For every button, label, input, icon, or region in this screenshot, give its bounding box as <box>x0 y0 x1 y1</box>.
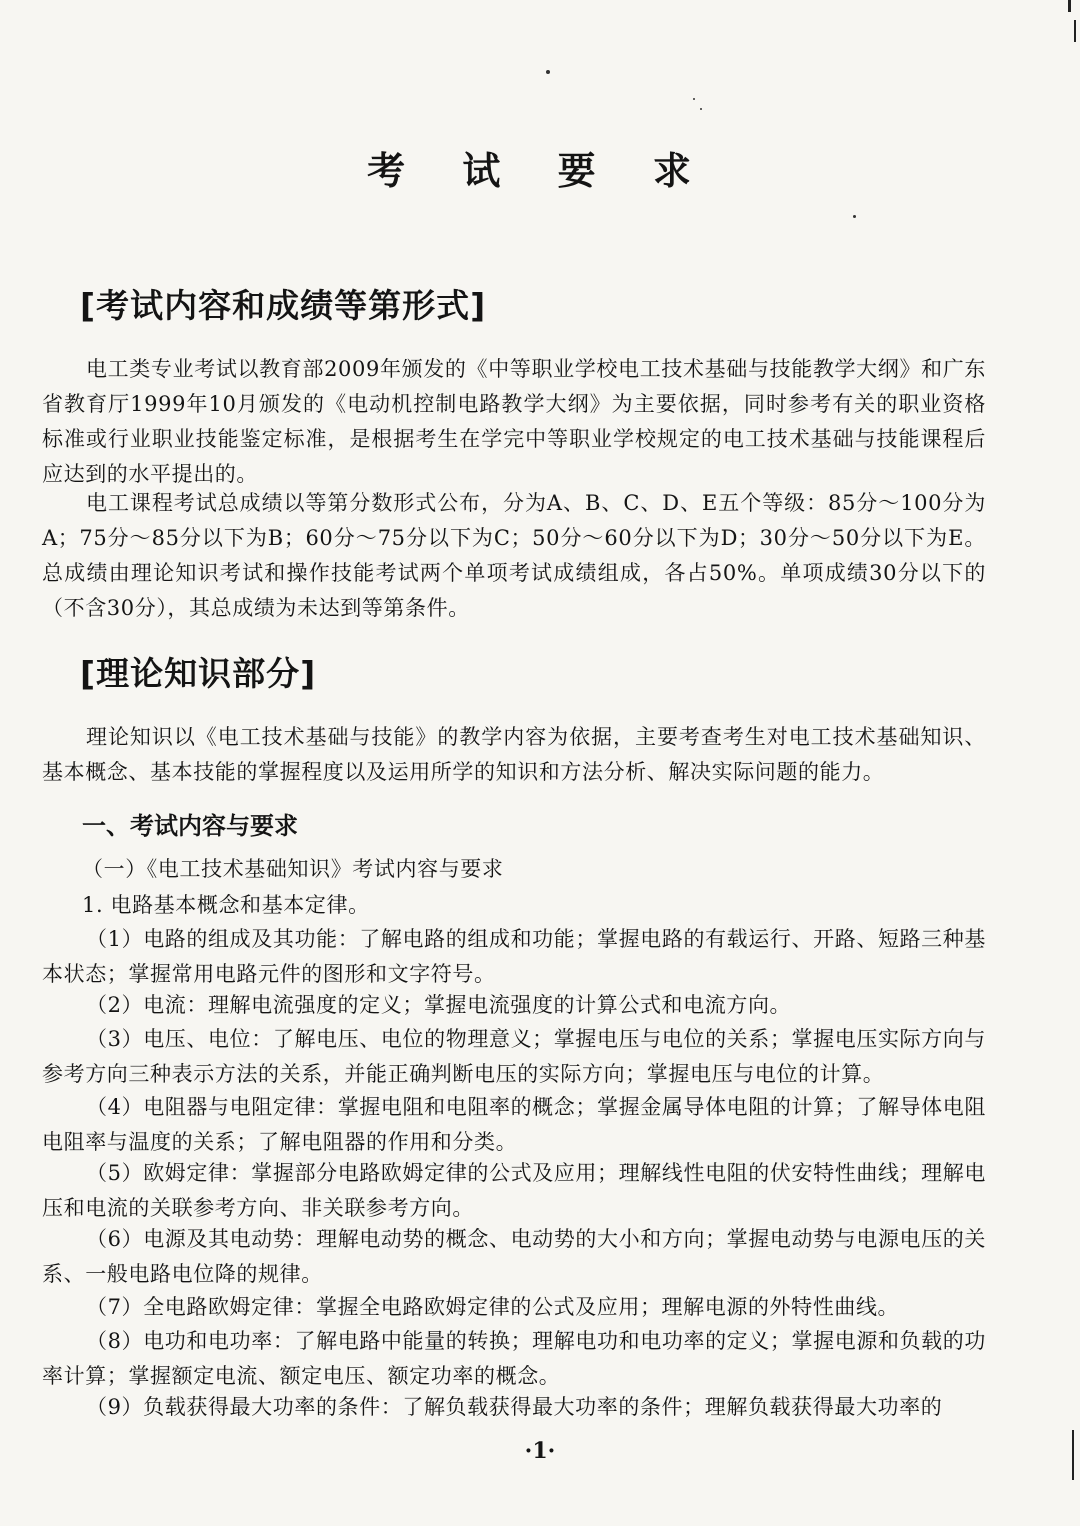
list-item: （9）负载获得最大功率的条件：了解负载获得最大功率的条件；理解负载获得最大功率的 <box>86 1395 943 1419</box>
item-circuit-concepts: 1. 电路基本概念和基本定律。 <box>82 893 370 917</box>
subsection-title: （一）《电工技术基础知识》考试内容与要求 <box>82 857 504 881</box>
scan-speck <box>693 98 695 100</box>
list-item: （2）电流：理解电流强度的定义；掌握电流强度的计算公式和电流方向。 <box>86 993 792 1017</box>
list-item: （3）电压、电位：了解电压、电位的物理意义；掌握电压与电位的关系；掌握电压实际方向与参考方向三种表示方法的关系，并能正确判断电压的实际方向；掌握电压与电位的计算。 <box>42 1027 986 1086</box>
list-item: （5）欧姆定律：掌握部分电路欧姆定律的公式及应用；理解线性电阻的伏安特性曲线；理解电压和电流的关联参考方向、非关联参考方向。 <box>42 1161 986 1220</box>
list-item: （7）全电路欧姆定律：掌握全电路欧姆定律的公式及应用；理解电源的外特性曲线。 <box>86 1295 900 1319</box>
list-item: （8）电功和电功率：了解电路中能量的转换；理解电功和电功率的定义；掌握电源和负载的功率计算；掌握额定电流、额定电压、额定功率的概念。 <box>42 1329 986 1388</box>
list-item: （4）电阻器与电阻定律：掌握电阻和电阻率的概念；掌握金属导体电阻的计算；了解导体电阻电阻率与温度的关系；了解电阻器的作用和分类。 <box>42 1095 986 1154</box>
scan-edge-mark <box>1068 0 1071 12</box>
paragraph-exam-basis: 电工类专业考试以教育部2009年颁发的《中等职业学校电工技术基础与技能教学大纲》和广东省教育厅1999年10月颁发的《电动机控制电路教学大纲》为主要依据，同时参考有关的职业资格标准或行业职业技能鉴定标准，是根据考生在学完中等职业学校规定的电工技术基础与技能课程后应达到的水平提出的。 <box>42 357 986 486</box>
subheading-content-requirements: 一、考试内容与要求 <box>82 812 298 840</box>
scan-speck <box>853 215 856 218</box>
section-heading-exam-format: [考试内容和成绩等第形式] <box>80 286 487 325</box>
paragraph-theory-intro: 理论知识以《电工技术基础与技能》的教学内容为依据，主要考查考生对电工技术基础知识、基本概念、基本技能的掌握程度以及运用所学的知识和方法分析、解决实际问题的能力。 <box>42 725 986 784</box>
scan-speck <box>700 108 702 110</box>
page-title: 考 试 要 求 <box>367 148 713 193</box>
scan-edge-mark <box>1074 20 1076 42</box>
list-item: （1）电路的组成及其功能：了解电路的组成和功能；掌握电路的有载运行、开路、短路三种基本状态；掌握常用电路元件的图形和文字符号。 <box>42 927 986 986</box>
list-item: （6）电源及其电动势：理解电动势的概念、电动势的大小和方向；掌握电动势与电源电压的关系、一般电路电位降的规律。 <box>42 1227 986 1286</box>
section-heading-theory: [理论知识部分] <box>80 654 317 693</box>
paragraph-grade-levels: 电工课程考试总成绩以等第分数形式公布，分为A、B、C、D、E五个等级：85分～100分为A；75分～85分以下为B；60分～75分以下为C；50分～60分以下为D；30分～50分以下为E。总成绩由理论知识考试和操作技能考试两个单项考试成绩组成，各占50%。单项成绩30分以下的（不含30分），其总成绩为未达到等第条件。 <box>42 491 986 620</box>
scan-speck <box>546 70 550 74</box>
page-number: ·1· <box>524 1438 556 1464</box>
